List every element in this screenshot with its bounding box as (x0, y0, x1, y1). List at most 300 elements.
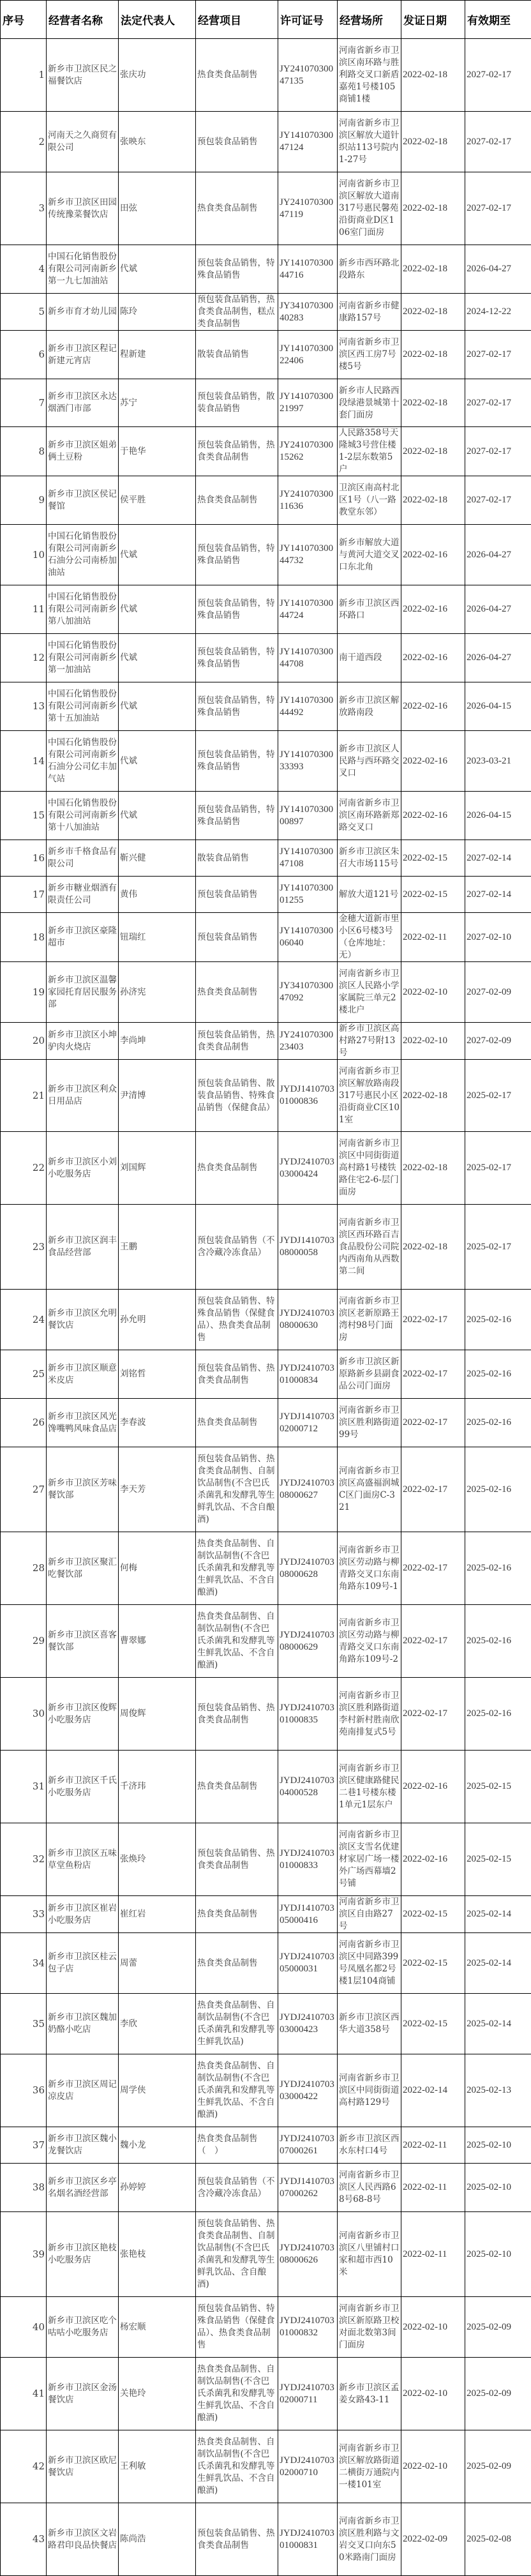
cell-issue-date: 2022-02-18 (401, 476, 465, 525)
cell-issue-date: 2022-02-11 (401, 2164, 465, 2212)
cell-seq: 5 (1, 294, 47, 331)
cell-address: 河南省新乡市卫滨区中同路399号凤凰名都2号楼1层104商铺 (338, 1933, 401, 1994)
cell-issue-date: 2022-02-18 (401, 112, 465, 172)
header-address: 经营场所 (338, 1, 401, 39)
cell-business-items: 预包装食品销售、热食类食品制售、自制饮品制售(不含巴氏杀菌乳和发酵乳等生鲜乳饮品、不含自酿酒) (196, 1447, 278, 1532)
table-row (1, 294, 531, 331)
cell-issue-date: 2022-02-18 (401, 379, 465, 427)
table-row (1, 172, 531, 245)
cell-business-items: 预包装食品销售（不含冷藏冷冻食品） (196, 1205, 278, 1290)
cell-license-no: JY14107030044716 (278, 245, 338, 294)
cell-operator-name: 新乡市卫滨区艳枝小吃服务店 (47, 2212, 119, 2297)
cell-business-items: 预包装食品销售，特殊食品销售 (196, 731, 278, 792)
cell-operator-name: 新乡市卫滨区文岩路君印良品快餐店 (47, 2503, 119, 2576)
cell-address: 河南省新乡市卫滨区支雪名优建材家居广场一楼外广场西幕墙2号铺 (338, 1823, 401, 1896)
cell-address: 河南省新乡市卫滨区胜利路街道99号 (338, 1399, 401, 1447)
cell-operator-name: 新乡市卫滨区田园传统豫菜餐饮店 (47, 172, 119, 245)
cell-expiry-date: 2027-02-10 (465, 913, 531, 962)
cell-address: 河南省新乡市卫滨区高盛福润城C区门面房C-321 (338, 1447, 401, 1532)
cell-operator-name: 新乡市卫滨区欧尼餐饮店 (47, 2430, 119, 2503)
cell-legal-rep: 王利敏 (119, 2430, 196, 2503)
cell-legal-rep: 千济玮 (119, 1751, 196, 1823)
cell-legal-rep: 曹翠娜 (119, 1605, 196, 1678)
cell-license-no: JY14107030000897 (278, 792, 338, 840)
cell-issue-date: 2022-02-17 (401, 1605, 465, 1678)
cell-business-items: 热食类食品制售（ ） (196, 2127, 278, 2164)
cell-issue-date: 2022-02-16 (401, 682, 465, 731)
cell-legal-rep: 苏宁 (119, 379, 196, 427)
cell-address: 河南省新乡市卫滨区人民西路68号68-8号 (338, 2164, 401, 2212)
cell-seq: 24 (1, 1290, 47, 1350)
cell-address: 新乡市卫滨区高村路27号附13号 (338, 1023, 401, 1060)
cell-business-items: 散装食品销售 (196, 840, 278, 877)
cell-business-items: 预包装食品销售，热食类食品制售，糕点类食品制售 (196, 294, 278, 331)
cell-operator-name: 新乡市卫滨区民之福餐饮店 (47, 39, 119, 112)
cell-address: 解放大道121号 (338, 877, 401, 913)
cell-address: 河南省新乡市卫滨区西环路百吉食品股份公司院内西南角从西数第二间 (338, 1205, 401, 1290)
cell-license-no: JYDJ241070301000831 (278, 2503, 338, 2576)
cell-expiry-date: 2027-02-17 (465, 112, 531, 172)
cell-expiry-date: 2025-02-16 (465, 1678, 531, 1751)
cell-address: 河南省新乡市卫滨区胜利路与文岩交叉口向东50米路南门面房 (338, 2503, 401, 2576)
cell-expiry-date: 2027-02-14 (465, 877, 531, 913)
cell-address: 河南省新乡市卫滨区解放路南段317号惠民小区沿街商业C区101室 (338, 1060, 401, 1132)
cell-seq: 28 (1, 1532, 47, 1605)
cell-license-no: JYDJ141070308000058 (278, 1205, 338, 1290)
cell-license-no: JY14107030006040 (278, 913, 338, 962)
cell-seq: 34 (1, 1933, 47, 1994)
cell-license-no: JYDJ241070304000528 (278, 1751, 338, 1823)
cell-issue-date: 2022-02-11 (401, 2212, 465, 2297)
cell-address: 河南省新乡市卫滨区人民路小学家属院三单元2楼北户 (338, 962, 401, 1023)
cell-seq: 37 (1, 2127, 47, 2164)
cell-expiry-date: 2025-02-09 (465, 2297, 531, 2358)
cell-license-no: JYDJ141070302000712 (278, 1399, 338, 1447)
cell-business-items: 热食类食品制售、自制饮品制售(不含巴氏杀菌乳和发酵乳等生鲜乳饮品) (196, 1994, 278, 2054)
table-row (1, 2503, 531, 2576)
cell-business-items: 预包装食品销售，特殊食品销售 (196, 245, 278, 294)
cell-issue-date: 2022-02-17 (401, 1290, 465, 1350)
table-row (1, 913, 531, 962)
cell-business-items: 预包装食品销售，特殊食品销售 (196, 682, 278, 731)
cell-legal-rep: 代斌 (119, 525, 196, 585)
cell-expiry-date: 2025-02-17 (465, 1132, 531, 1205)
cell-operator-name: 新乡市卫滨区永达烟酒门市部 (47, 379, 119, 427)
cell-seq: 36 (1, 2054, 47, 2127)
cell-issue-date: 2022-02-17 (401, 1532, 465, 1605)
cell-seq: 3 (1, 172, 47, 245)
cell-business-items: 预包装食品销售，特殊食品销售 (196, 525, 278, 585)
cell-seq: 41 (1, 2358, 47, 2430)
cell-operator-name: 新乡市卫滨区芳味餐饮部 (47, 1447, 119, 1532)
cell-expiry-date: 2025-02-10 (465, 2164, 531, 2212)
cell-issue-date: 2022-02-10 (401, 2297, 465, 2358)
cell-seq: 17 (1, 877, 47, 913)
cell-issue-date: 2022-02-18 (401, 294, 465, 331)
cell-seq: 8 (1, 427, 47, 476)
cell-legal-rep: 代斌 (119, 585, 196, 634)
table-row (1, 331, 531, 379)
cell-issue-date: 2022-02-11 (401, 2127, 465, 2164)
cell-expiry-date: 2024-12-22 (465, 294, 531, 331)
table-row (1, 427, 531, 476)
cell-business-items: 热食类食品制售 (196, 476, 278, 525)
cell-business-items: 热食类食品制售、自制饮品制售(不含巴氏杀菌乳和发酵乳等生鲜乳饮品、不含自酿酒) (196, 2054, 278, 2127)
cell-operator-name: 新乡市卫滨区金汤餐饮店 (47, 2358, 119, 2430)
cell-seq: 6 (1, 331, 47, 379)
cell-legal-rep: 魏小龙 (119, 2127, 196, 2164)
cell-operator-name: 中国石化销售股份有限公司河南新乡第十五加油站 (47, 682, 119, 731)
cell-license-no: JY14107030033393 (278, 731, 338, 792)
cell-expiry-date: 2025-02-09 (465, 2358, 531, 2430)
cell-seq: 19 (1, 962, 47, 1023)
cell-seq: 9 (1, 476, 47, 525)
cell-license-no: JYDJ141070307000262 (278, 2164, 338, 2212)
cell-address: 河南省新乡市卫滨区南环路新郑路交叉口 (338, 792, 401, 840)
table-row (1, 1933, 531, 1994)
cell-operator-name: 新乡市卫滨区小刘小吃服务店 (47, 1132, 119, 1205)
cell-seq: 27 (1, 1447, 47, 1532)
cell-issue-date: 2022-02-17 (401, 1399, 465, 1447)
cell-issue-date: 2022-02-18 (401, 1060, 465, 1132)
header-issue-date: 发证日期 (401, 1, 465, 39)
cell-expiry-date: 2027-02-14 (465, 840, 531, 877)
cell-operator-name: 新乡市卫滨区允明餐饮店 (47, 1290, 119, 1350)
cell-issue-date: 2022-02-18 (401, 427, 465, 476)
cell-seq: 11 (1, 585, 47, 634)
table-row (1, 112, 531, 172)
cell-address: 河南省新乡市卫滨区解放大道针织站113号院内1-27号 (338, 112, 401, 172)
cell-license-no: JY14107030021997 (278, 379, 338, 427)
cell-operator-name: 新乡市卫滨区乡亭名烟名酒经营部 (47, 2164, 119, 2212)
cell-license-no: JYDJ241070303000424 (278, 1132, 338, 1205)
cell-operator-name: 新乡市卫滨区侯记餐馆 (47, 476, 119, 525)
header-legal-rep: 法定代表人 (119, 1, 196, 39)
cell-business-items: 预包装食品销售、特殊食品销售（保健食品）、热食类食品制售 (196, 1290, 278, 1350)
cell-seq: 39 (1, 2212, 47, 2297)
cell-legal-rep: 关艳玲 (119, 2358, 196, 2430)
cell-address: 河南省新乡市卫滨区健康路健民二巷1号楼东楼1单元1层东户 (338, 1751, 401, 1823)
cell-address: 新乡市人民路西段绿港景城第十套门面房 (338, 379, 401, 427)
cell-seq: 26 (1, 1399, 47, 1447)
table-row (1, 2297, 531, 2358)
cell-legal-rep: 代斌 (119, 792, 196, 840)
cell-address: 新乡市卫滨区朱召大市场115号 (338, 840, 401, 877)
cell-legal-rep: 程新建 (119, 331, 196, 379)
cell-seq: 35 (1, 1994, 47, 2054)
cell-expiry-date: 2025-02-16 (465, 1532, 531, 1605)
cell-expiry-date: 2026-04-15 (465, 682, 531, 731)
cell-expiry-date: 2025-02-14 (465, 1994, 531, 2054)
cell-license-no: JY14107030044724 (278, 585, 338, 634)
cell-operator-name: 新乡市卫滨区魏小龙餐饮店 (47, 2127, 119, 2164)
cell-issue-date: 2022-02-16 (401, 1751, 465, 1823)
cell-address: 新乡市卫滨区孟姜女路43-11 (338, 2358, 401, 2430)
cell-seq: 10 (1, 525, 47, 585)
cell-operator-name: 新乡市卫滨区温馨家园托育居民服务部 (47, 962, 119, 1023)
cell-legal-rep: 李天芳 (119, 1447, 196, 1532)
cell-expiry-date: 2027-02-17 (465, 172, 531, 245)
table-row (1, 840, 531, 877)
cell-address: 新乡市西环路北段路东 (338, 245, 401, 294)
cell-business-items: 预包装食品销售、热食类食品制售 (196, 1678, 278, 1751)
cell-operator-name: 新乡市卫滨区五味草堂鱼粉店 (47, 1823, 119, 1896)
cell-issue-date: 2022-02-18 (401, 1132, 465, 1205)
cell-expiry-date: 2025-02-10 (465, 2212, 531, 2297)
cell-operator-name: 新乡市卫滨区喜客餐饮部 (47, 1605, 119, 1678)
cell-business-items: 预包装食品销售、热食类食品制售、自制饮品制售(不含巴氏杀菌乳和发酵乳等生鲜乳饮品、含自酿酒) (196, 2212, 278, 2297)
table-row (1, 476, 531, 525)
cell-seq: 12 (1, 634, 47, 682)
cell-address: 河南省新乡市卫滨区自由路27号 (338, 1896, 401, 1933)
cell-legal-rep: 田弦 (119, 172, 196, 245)
cell-operator-name: 新乡市卫滨区姐弟俩土豆粉 (47, 427, 119, 476)
cell-operator-name: 中国石化销售股份有限公司河南新乡第一加油站 (47, 634, 119, 682)
cell-operator-name: 新乡市卫滨区聚汇吃餐饮部 (47, 1532, 119, 1605)
cell-operator-name: 新乡市卫滨区周记凉皮店 (47, 2054, 119, 2127)
cell-legal-rep: 孙济宪 (119, 962, 196, 1023)
cell-operator-name: 中国石化销售股份有限公司河南新乡石油分公司南桥加油站 (47, 525, 119, 585)
cell-seq: 42 (1, 2430, 47, 2503)
cell-legal-rep: 王鹏 (119, 1205, 196, 1290)
cell-business-items: 热食类食品制售、自制饮品制售(不含巴氏杀菌乳和发酵乳等生鲜乳饮品、不含自酿酒) (196, 2358, 278, 2430)
cell-legal-rep: 李尚坤 (119, 1023, 196, 1060)
cell-expiry-date: 2025-02-14 (465, 1896, 531, 1933)
cell-address: 南干道西段 (338, 634, 401, 682)
cell-business-items: 热食类食品制售 (196, 1751, 278, 1823)
table-row (1, 1060, 531, 1132)
cell-legal-rep: 靳兴健 (119, 840, 196, 877)
cell-expiry-date: 2026-04-27 (465, 634, 531, 682)
cell-license-no: JY34107030040283 (278, 294, 338, 331)
table-row (1, 1399, 531, 1447)
cell-operator-name: 中国石化销售股份有限公司河南新乡第十八加油站 (47, 792, 119, 840)
cell-license-no: JYDJ241070308000626 (278, 2212, 338, 2297)
cell-address: 河南省新乡市卫滨区劳动路与柳青路交叉口东南角路东109号-2 (338, 1605, 401, 1678)
cell-operator-name: 新乡市卫滨区程记新建元宵店 (47, 331, 119, 379)
table-row (1, 1023, 531, 1060)
cell-expiry-date: 2025-02-16 (465, 1605, 531, 1678)
cell-seq: 4 (1, 245, 47, 294)
cell-seq: 22 (1, 1132, 47, 1205)
cell-issue-date: 2022-02-18 (401, 245, 465, 294)
table-row (1, 877, 531, 913)
cell-seq: 15 (1, 792, 47, 840)
cell-operator-name: 新乡市卫滨区风光馋嘴鸭风味食品店 (47, 1399, 119, 1447)
cell-legal-rep: 周蕾 (119, 1933, 196, 1994)
cell-expiry-date: 2027-02-17 (465, 427, 531, 476)
cell-license-no: JY24107030011636 (278, 476, 338, 525)
cell-seq: 38 (1, 2164, 47, 2212)
table-row (1, 1447, 531, 1532)
cell-expiry-date: 2026-04-27 (465, 245, 531, 294)
cell-issue-date: 2022-02-17 (401, 1447, 465, 1532)
cell-legal-rep: 李欣 (119, 1994, 196, 2054)
cell-business-items: 热食类食品制售 (196, 1933, 278, 1994)
cell-license-no: JYDJ241070303000423 (278, 1994, 338, 2054)
cell-business-items: 预包装食品销售，热食类食品制售 (196, 1023, 278, 1060)
cell-issue-date: 2022-02-15 (401, 1896, 465, 1933)
cell-business-items: 热食类食品制售 (196, 1132, 278, 1205)
table-row (1, 1751, 531, 1823)
header-row (1, 1, 531, 39)
header-business-items: 经营项目 (196, 1, 278, 39)
cell-legal-rep: 张艳枝 (119, 2212, 196, 2297)
cell-legal-rep: 杨宏顺 (119, 2297, 196, 2358)
table-row (1, 731, 531, 792)
cell-seq: 40 (1, 2297, 47, 2358)
cell-issue-date: 2022-02-15 (401, 840, 465, 877)
cell-operator-name: 中国石化销售股份有限公司河南新乡第八加油站 (47, 585, 119, 634)
cell-issue-date: 2022-02-18 (401, 39, 465, 112)
cell-expiry-date: 2025-02-08 (465, 2503, 531, 2576)
cell-seq: 1 (1, 39, 47, 112)
cell-expiry-date: 2027-02-17 (465, 331, 531, 379)
cell-expiry-date: 2027-02-17 (465, 379, 531, 427)
cell-business-items: 散装食品销售 (196, 331, 278, 379)
cell-business-items: 预包装食品销售，特殊食品销售 (196, 634, 278, 682)
header-expiry-date: 有效期至 (465, 1, 531, 39)
cell-issue-date: 2022-02-16 (401, 731, 465, 792)
cell-address: 河南省新乡市卫滨区西工房7号楼5号 (338, 331, 401, 379)
cell-expiry-date: 2025-02-13 (465, 2054, 531, 2127)
cell-license-no: JY34107030047092 (278, 962, 338, 1023)
table-row (1, 2164, 531, 2212)
cell-operator-name: 新乡市卫滨区豪隆超市 (47, 913, 119, 962)
cell-license-no: JY14107030047124 (278, 112, 338, 172)
cell-address: 新乡市卫滨区西水东村口4号 (338, 2127, 401, 2164)
cell-operator-name: 新乡市千格食品有限公司 (47, 840, 119, 877)
cell-legal-rep: 于艳华 (119, 427, 196, 476)
cell-issue-date: 2022-02-15 (401, 877, 465, 913)
cell-seq: 32 (1, 1823, 47, 1896)
cell-address: 新乡市卫滨区新原路新乡县副食品公司门面房 (338, 1350, 401, 1399)
cell-issue-date: 2022-02-18 (401, 331, 465, 379)
cell-business-items: 热食类食品制售 (196, 39, 278, 112)
cell-issue-date: 2022-02-10 (401, 2430, 465, 2503)
cell-issue-date: 2022-02-16 (401, 1823, 465, 1896)
cell-legal-rep: 尹清博 (119, 1060, 196, 1132)
cell-operator-name: 新乡市卫滨区桂云包子店 (47, 1933, 119, 1994)
cell-legal-rep: 刘铭哲 (119, 1350, 196, 1399)
table-row (1, 585, 531, 634)
cell-business-items: 热食类食品制售 (196, 962, 278, 1023)
cell-address: 河南省新乡市卫滨区中同街街道高村路129号 (338, 2054, 401, 2127)
cell-issue-date: 2022-02-17 (401, 1678, 465, 1751)
cell-seq: 29 (1, 1605, 47, 1678)
cell-issue-date: 2022-02-14 (401, 2054, 465, 2127)
cell-seq: 31 (1, 1751, 47, 1823)
table-row (1, 792, 531, 840)
cell-business-items: 热食类食品制售 (196, 172, 278, 245)
cell-operator-name: 新乡市卫滨区千氏小吃服务店 (47, 1751, 119, 1823)
cell-seq: 23 (1, 1205, 47, 1290)
cell-address: 河南省新乡市卫滨区胜利路街道李村新村胜南欣苑南排复式5号 (338, 1678, 401, 1751)
table-row (1, 39, 531, 112)
cell-business-items: 热食类食品制售、自制饮品制售(不含巴氏杀菌乳和发酵乳等生鲜乳饮品、不含自酿酒) (196, 1605, 278, 1678)
cell-address: 河南省新乡市卫滨区八里铺村口家和超市西10米 (338, 2212, 401, 2297)
cell-business-items: 预包装食品销售，热食类食品制售 (196, 427, 278, 476)
table-row (1, 1605, 531, 1678)
cell-business-items: 预包装食品销售、热食类食品制售 (196, 1823, 278, 1896)
cell-license-no: JYDJ241070308000630 (278, 1290, 338, 1350)
table-row (1, 2212, 531, 2297)
cell-issue-date: 2022-02-16 (401, 792, 465, 840)
cell-operator-name: 新乡市育才幼儿园 (47, 294, 119, 331)
cell-address: 河南省新乡市卫滨区老新原路王湾村98号门面房 (338, 1290, 401, 1350)
cell-issue-date: 2022-02-16 (401, 525, 465, 585)
table-row (1, 962, 531, 1023)
cell-seq: 7 (1, 379, 47, 427)
cell-business-items: 热食类食品制售、自制饮品制售(不含巴氏杀菌乳和发酵乳等生鲜乳饮品、不含自酿酒) (196, 1532, 278, 1605)
cell-business-items: 预包装食品销售、热食类食品制售 (196, 1350, 278, 1399)
table-row (1, 1350, 531, 1399)
cell-license-no: JYDJ241070307000261 (278, 2127, 338, 2164)
table-row (1, 379, 531, 427)
cell-license-no: JY14107030022406 (278, 331, 338, 379)
cell-address: 卫滨区南高村北区1号（八一路教堂东邻） (338, 476, 401, 525)
cell-legal-rep: 黄伟 (119, 877, 196, 913)
cell-license-no: JYDJ241070301000832 (278, 2297, 338, 2358)
cell-operator-name: 河南天之久商贸有限公司 (47, 112, 119, 172)
cell-address: 河南省新乡市卫滨区劳动路与柳青路交叉口东南角路东109号-1 (338, 1532, 401, 1605)
cell-expiry-date: 2025-02-16 (465, 1399, 531, 1447)
cell-operator-name: 中国石化销售股份有限公司河南新乡石油分公司亿丰加气站 (47, 731, 119, 792)
cell-seq: 2 (1, 112, 47, 172)
cell-expiry-date: 2025-02-16 (465, 1350, 531, 1399)
cell-legal-rep: 李春波 (119, 1399, 196, 1447)
cell-issue-date: 2022-02-11 (401, 913, 465, 962)
cell-legal-rep: 周俊辉 (119, 1678, 196, 1751)
cell-issue-date: 2022-02-15 (401, 1994, 465, 2054)
cell-issue-date: 2022-02-18 (401, 1205, 465, 1290)
cell-legal-rep: 代斌 (119, 245, 196, 294)
cell-issue-date: 2022-02-18 (401, 172, 465, 245)
cell-issue-date: 2022-02-16 (401, 585, 465, 634)
table-row (1, 1896, 531, 1933)
table-row (1, 1132, 531, 1205)
table-body (1, 39, 531, 2576)
cell-license-no: JY14107030044708 (278, 634, 338, 682)
header-seq: 序号 (1, 1, 47, 39)
cell-legal-rep: 孙婷婷 (119, 2164, 196, 2212)
table-row (1, 2430, 531, 2503)
cell-license-no: JYDJ141070301000836 (278, 1060, 338, 1132)
cell-address: 河南省新乡市健康路157号 (338, 294, 401, 331)
cell-issue-date: 2022-02-10 (401, 1023, 465, 1060)
cell-license-no: JY14107030044492 (278, 682, 338, 731)
cell-business-items: 预包装食品销售、热食类食品制售 (196, 2503, 278, 2576)
cell-license-no: JYDJ141070305000416 (278, 1896, 338, 1933)
cell-license-no: JY14107030001255 (278, 877, 338, 913)
cell-business-items: 热食类食品制售 (196, 1896, 278, 1933)
cell-expiry-date: 2025-02-16 (465, 1447, 531, 1532)
cell-license-no: JYDJ241070301000834 (278, 1350, 338, 1399)
cell-seq: 30 (1, 1678, 47, 1751)
cell-license-no: JYDJ241070308000629 (278, 1605, 338, 1678)
cell-business-items: 预包装食品销售 (196, 877, 278, 913)
table-row (1, 1532, 531, 1605)
cell-license-no: JY14107030047108 (278, 840, 338, 877)
table-row (1, 525, 531, 585)
cell-license-no: JYDJ241070305000031 (278, 1933, 338, 1994)
header-license-no: 许可证号 (278, 1, 338, 39)
cell-operator-name: 中国石化销售股份有限公司河南新乡第一九七加油站 (47, 245, 119, 294)
cell-legal-rep: 陈玲 (119, 294, 196, 331)
cell-issue-date: 2022-02-15 (401, 1933, 465, 1994)
cell-address: 河南省新乡市卫滨区解放大道南317号惠民馨苑沿街商业D区106室门面房 (338, 172, 401, 245)
cell-legal-rep: 侯平胜 (119, 476, 196, 525)
